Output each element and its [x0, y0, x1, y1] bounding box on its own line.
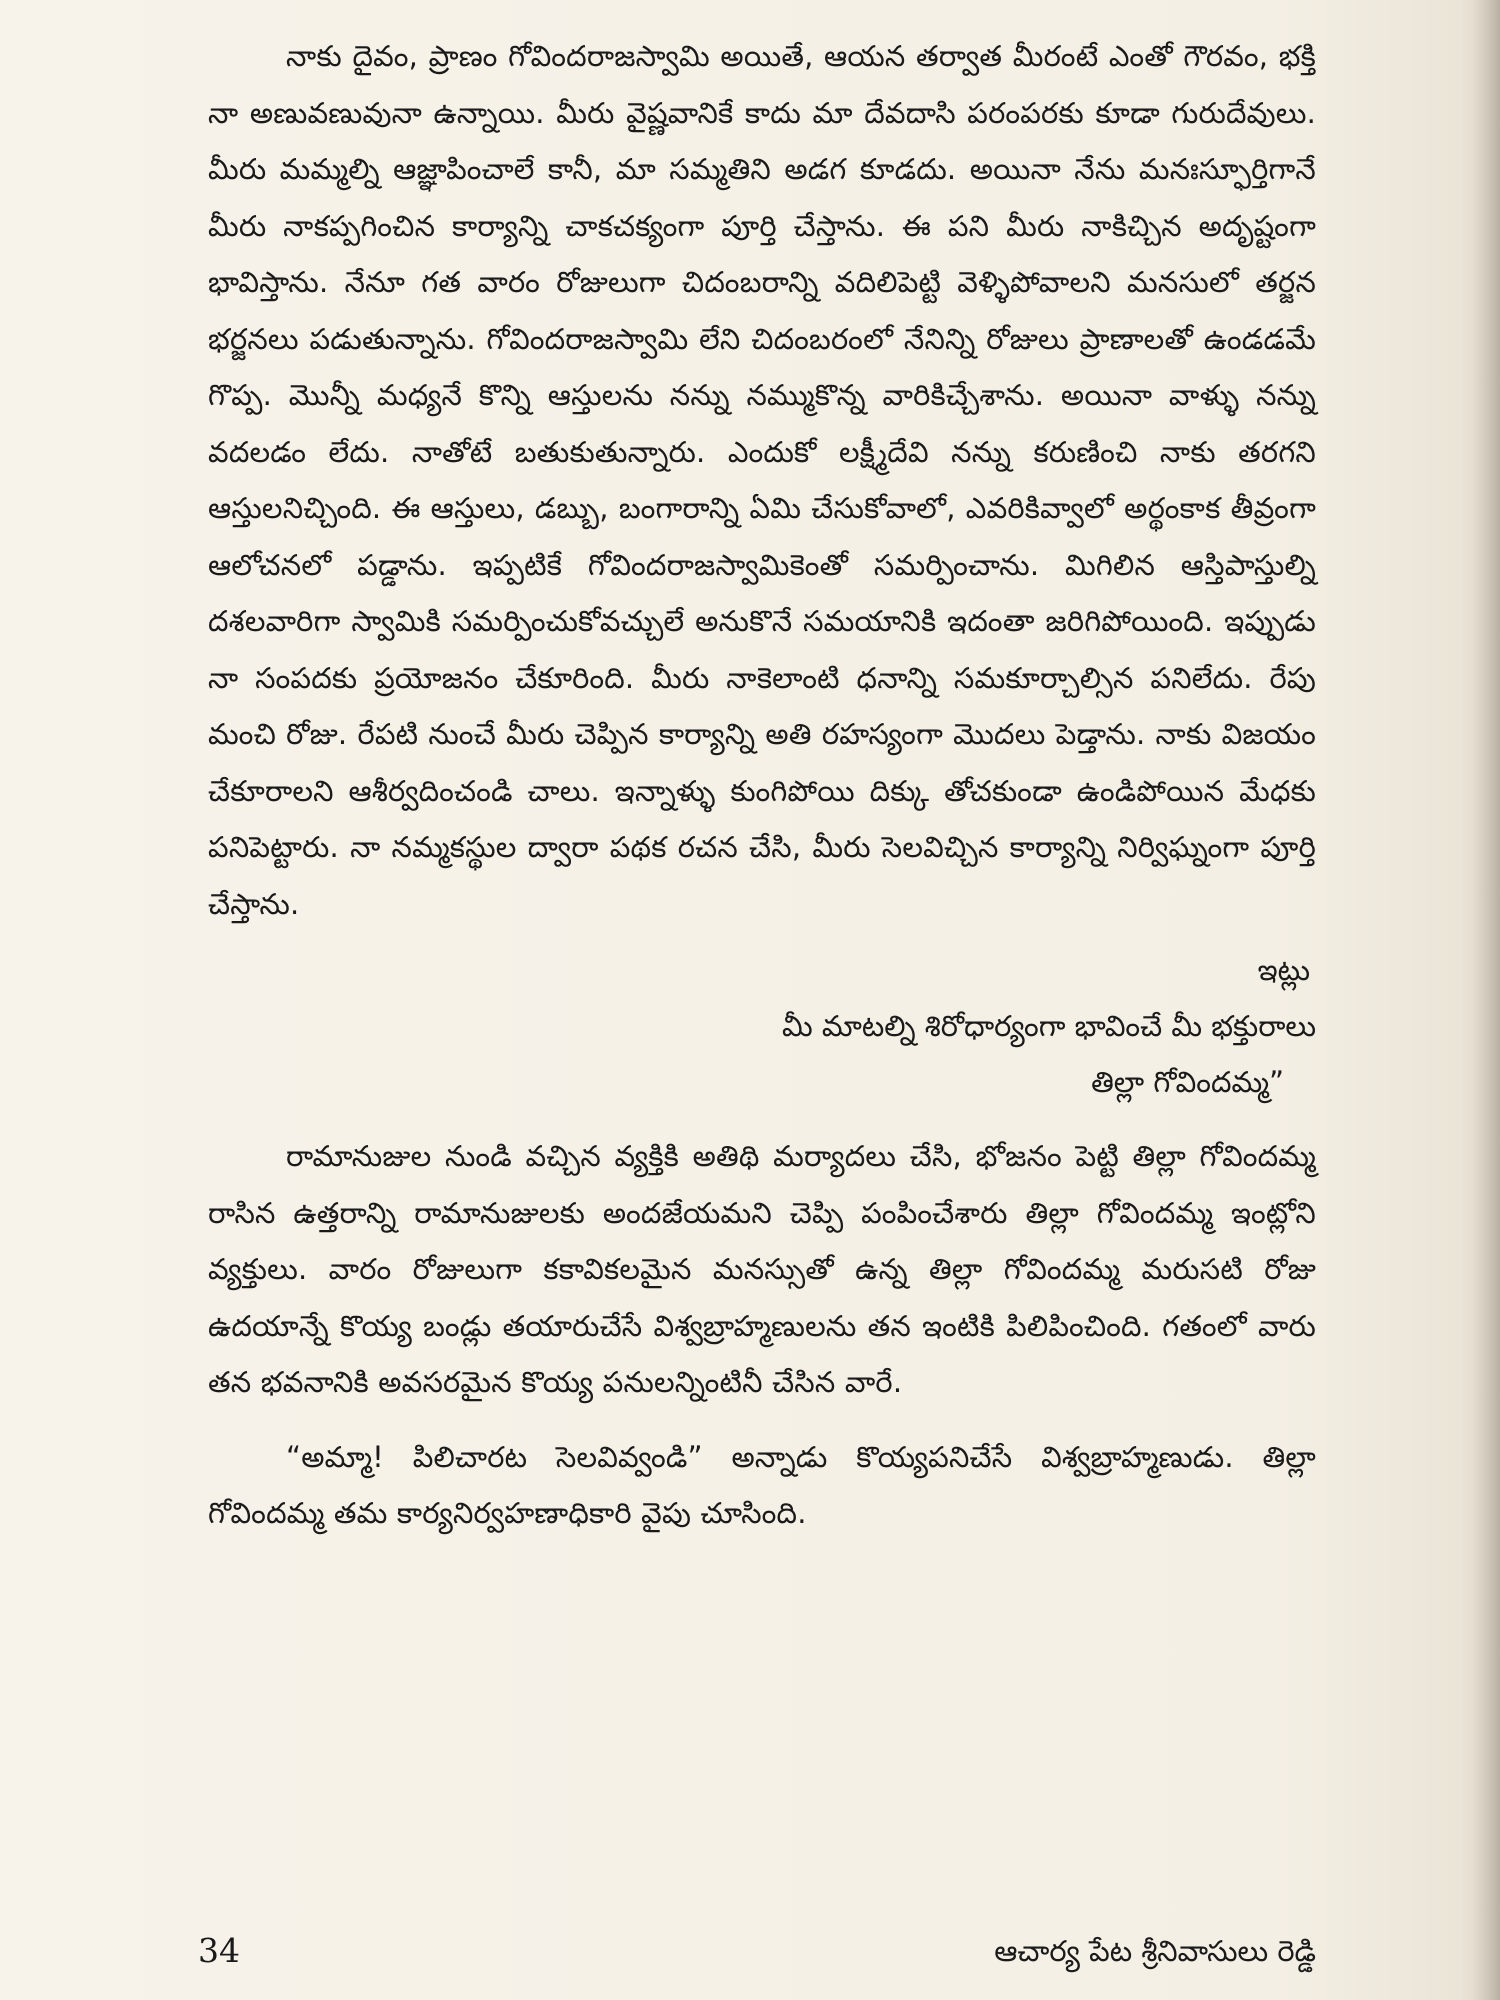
page-body	[208, 28, 1316, 1542]
spacer	[208, 1411, 1316, 1429]
spacer	[208, 932, 1316, 942]
signature-line: మీ మాటల్ని శిరోధార్యంగా భావించే మీ భక్తురాలు	[781, 1009, 1316, 1043]
spacer	[208, 1110, 1316, 1128]
letter-paragraph: నాకు దైవం, ప్రాణం గోవిందరాజస్వామి అయితే, ఆయన తర్వాత మీరంటే ఎంతో గౌరవం, భక్తి నా అణువణువునా ఉన్నాయి. మీరు వైష్ణవానికే కాదు మా దేవదాసి పరంపరకు కూడా గురుదేవులు. మీరు మమ్మల్ని ఆజ్ఞాపించాలే కానీ, మా సమ్మతిని అడగ కూడదు. అయినా నేను మనఃస్ఫూర్తిగానే మీరు నాకప్పగించిన కార్యాన్ని చాకచక్యంగా పూర్తి చేస్తాను. ఈ పని మీరు నాకిచ్చిన అదృష్టంగా భావిస్తాను. నేనూ గత వారం రోజులుగా చిదంబరాన్ని వదిలిపెట్టి వెళ్ళిపోవాలని మనసులో తర్జన భర్జనలు పడుతున్నాను. గోవిందరాజస్వామి లేని చిదంబరంలో నేనిన్ని రోజులు ప్రాణాలతో ఉండడమే గొప్ప. మొన్నీ మధ్యనే కొన్ని ఆస్తులను నన్ను నమ్ముకొన్న వారికిచ్చేశాను. అయినా వాళ్ళు నన్ను వదలడం లేదు. నాతోటే బతుకుతున్నారు. ఎందుకో లక్ష్మీదేవి నన్ను కరుణించి నాకు తరగని ఆస్తులనిచ్చింది. ఈ ఆస్తులు, డబ్బు, బంగారాన్ని ఏమి చేసుకోవాలో, ఎవరికివ్వాలో అర్థంకాక తీవ్రంగా ఆలోచనలో పడ్డాను. ఇప్పటికే గోవిందరాజస్వామికెంతో సమర్పించాను. మిగిలిన ఆస్తిపాస్తుల్ని దశలవారిగా స్వామికి సమర్పించుకోవచ్చులే అనుకొనే సమయానికి ఇదంతా జరిగిపోయింది. ఇప్పుడు నా సంపదకు ప్రయోజనం చేకూరింది. మీరు నాకెలాంటి ధనాన్ని సమకూర్చాల్సిన పనిలేదు. రేపు మంచి రోజు. రేపటి నుంచే మీరు చెప్పిన కార్యాన్ని అతి రహస్యంగా మొదలు పెడ్తాను. నాకు విజయం చేకూరాలని ఆశీర్వదించండి చాలు. ఇన్నాళ్ళు కుంగిపోయి దిక్కు తోచకుండా ఉండిపోయిన మేధకు పనిపెట్టారు. నా నమ్మకస్థుల ద్వారా పథక రచన చేసి, మీరు సెలవిచ్చిన కార్యాన్ని నిర్విఘ్నంగా పూర్తి చేస్తాను.	[208, 39, 1316, 921]
author-name: ఆచార్య పేట శ్రీనివాసులు రెడ్డి	[994, 1934, 1316, 1968]
signature-name: తిల్లా గోవిందమ్మ”	[1091, 1065, 1284, 1099]
page-number: 34	[198, 1931, 240, 1970]
dialogue-paragraph: “అమ్మా! పిలిచారట సెలవివ్వండి” అన్నాడు కొయ్యపనిచేసే విశ్వబ్రాహ్మణుడు. తిల్లా గోవిందమ్మ తమ కార్యనిర్వహణాధికారి వైపు చూసింది.	[208, 1439, 1316, 1530]
page-edge-shadow	[1472, 0, 1500, 2000]
letter-signature	[208, 942, 1316, 1110]
narrative-paragraph: రామానుజుల నుండి వచ్చిన వ్యక్తికి అతిథి మర్యాదలు చేసి, భోజనం పెట్టి తిల్లా గోవిందమ్మ రాసిన ఉత్తరాన్ని రామానుజులకు అందజేయమని చెప్పి పంపించేశారు తిల్లా గోవిందమ్మ ఇంట్లోని వ్యక్తులు. వారం రోజులుగా కకావికలమైన మనస్సుతో ఉన్న తిల్లా గోవిందమ్మ మరుసటి రోజు ఉదయాన్నే కొయ్య బండ్లు తయారుచేసే విశ్వబ్రాహ్మణులను తన ఇంటికి పిలిపించింది. గతంలో వారు తన భవనానికి అవసరమైన కొయ్య పనులన్నింటినీ చేసిన వారే.	[208, 1139, 1316, 1399]
signature-closing: ఇట్లు	[1257, 953, 1310, 987]
page-footer	[198, 1928, 1316, 1978]
